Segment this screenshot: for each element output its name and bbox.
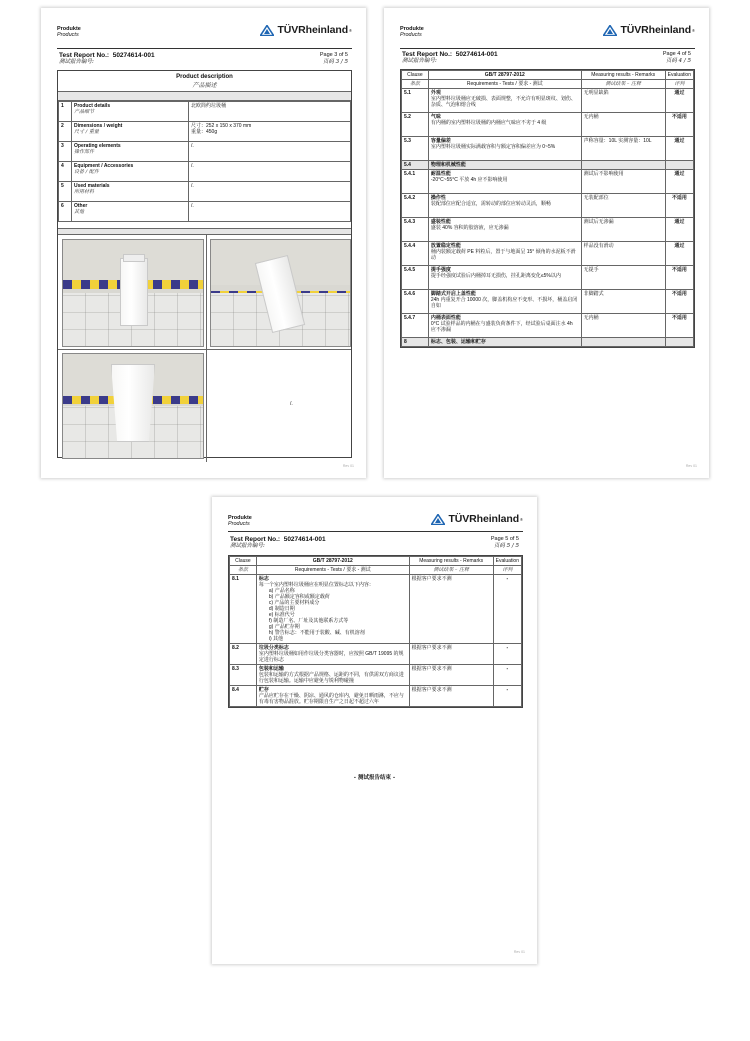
- clause-cell: 5.4: [402, 161, 429, 170]
- table-row: [230, 575, 522, 644]
- clause-cell: 8.4: [230, 686, 257, 707]
- product-description-table: [57, 70, 352, 458]
- row-label-en: Operating elements: [74, 143, 121, 149]
- requirement-title: 操作性: [430, 195, 446, 201]
- clause-cell: 5.3: [402, 137, 429, 161]
- end-of-report: - 测试报告结束 -: [353, 775, 396, 781]
- table-row: [402, 113, 694, 137]
- clause-cell: 5.4.3: [402, 218, 429, 242]
- requirement-cell: [256, 686, 409, 707]
- row-value-line: 北欧简约垃圾桶: [191, 103, 227, 109]
- row-label: [72, 162, 189, 182]
- table-row: [59, 102, 351, 122]
- clause-cell: 5.4.7: [402, 314, 429, 338]
- evaluation-cell: 通过: [665, 170, 693, 194]
- row-value-line: 尺寸：252 x 150 x 370 mm: [191, 123, 252, 129]
- requirement-cell: [428, 242, 581, 266]
- requirement-title: 提手强度: [430, 267, 451, 273]
- clause-cell: 8: [402, 338, 429, 347]
- requirement-cell: [428, 113, 581, 137]
- requirements-table: [400, 69, 695, 348]
- photo-area: [58, 235, 351, 462]
- evaluation-cell: -: [493, 644, 521, 665]
- row-label-cn: 操作部件: [74, 149, 95, 155]
- evaluation-cell: 通过: [665, 218, 693, 242]
- header-rule: [400, 48, 695, 49]
- table-header: Clause GB/T 28797-2012 Measuring results - Remarks Evaluation: [230, 557, 522, 566]
- report-page-5: [212, 497, 537, 964]
- result-cell: 测试后不影响使用: [581, 170, 665, 194]
- requirement-cell: [428, 194, 581, 218]
- row-value-line: /.: [191, 163, 194, 169]
- row-number: 5: [59, 182, 72, 202]
- photo-bin-tilted: [210, 239, 351, 347]
- requirement-detail: 桶内装额定载荷 PE 料粒后，置于与地面呈 15° 倾角的水泥板不滑动: [430, 249, 576, 261]
- row-label-cn: 所用材料: [74, 189, 95, 195]
- requirement-detail: 室内塑料垃圾桶应无破损、表面规整，不允许有明显斑纹、划伤、杂质、气泡和熔合线: [430, 96, 576, 108]
- requirement-item: h) 警告标志：不能用于装酸、碱、有机溶剂: [268, 630, 365, 636]
- requirement-item: e) 标准代号: [268, 612, 295, 618]
- requirement-title: 气味: [430, 114, 441, 120]
- table-row: [402, 242, 694, 266]
- product-details-rows: [58, 101, 351, 222]
- row-number: 6: [59, 202, 72, 222]
- clause-cell: 5.4.2: [402, 194, 429, 218]
- requirement-cell: [428, 170, 581, 194]
- result-cell: 无提手: [581, 266, 665, 290]
- table-row: [230, 665, 522, 686]
- table-row: [402, 338, 694, 347]
- row-label: [72, 182, 189, 202]
- row-value-line: /.: [191, 183, 194, 189]
- row-value: [189, 162, 351, 182]
- row-label: [72, 202, 189, 222]
- table-row: [59, 162, 351, 182]
- evaluation-cell: -: [493, 686, 521, 707]
- requirement-detail: 装配部位应配合适宜，需转动的部位应转动灵活，顺畅: [430, 201, 551, 207]
- row-value-line: /.: [191, 143, 194, 149]
- clause-cell: 8.1: [230, 575, 257, 644]
- result-cell: 样品没有滑动: [581, 242, 665, 266]
- table-row: [59, 182, 351, 202]
- row-label-cn: 产品细节: [74, 109, 95, 115]
- result-cell: [581, 161, 665, 170]
- evaluation-cell: -: [493, 575, 521, 644]
- clause-cell: 5.2: [402, 113, 429, 137]
- evaluation-cell: 不适用: [665, 266, 693, 290]
- produkte-label: Produkte Products: [400, 26, 424, 38]
- report-number: Test Report No.: 50274614-001 测试报告编号:: [402, 51, 498, 64]
- result-cell: 根据客户要求不测: [409, 686, 493, 707]
- clause-cell: 5.4.4: [402, 242, 429, 266]
- requirement-item: i) 其他: [268, 636, 284, 642]
- requirement-detail: 每一个室内塑料垃圾桶应在明显位置标志以下内容：: [258, 582, 374, 588]
- requirement-item: d) 制造日期: [268, 606, 295, 612]
- requirement-title: 容量偏差: [430, 138, 451, 144]
- row-value: [189, 142, 351, 162]
- report-page-4: [384, 8, 709, 478]
- requirement-cell: [428, 89, 581, 113]
- table-subheader: 条款 Requirements - Tests / 要求 - 测试 测试结果 – 注释 评判: [402, 80, 694, 89]
- requirement-detail: 室内塑料垃圾桶实际满载容积与额定容积偏差应为 0~5%: [430, 144, 556, 150]
- row-label-cn: 尺寸 / 重量: [74, 129, 99, 135]
- report-number: Test Report No.: 50274614-001 测试报告编号:: [59, 52, 155, 65]
- photo-note: /.: [290, 401, 293, 407]
- requirement-detail: 24h 内重复开合 10000 次，脚盖机构应不变形、不损坏，桶盖启闭自如: [430, 297, 578, 309]
- row-value: [189, 122, 351, 142]
- result-cell: [581, 338, 665, 347]
- photo-bin-front: [62, 239, 204, 347]
- requirement-cell: [428, 161, 581, 170]
- evaluation-cell: 通过: [665, 89, 693, 113]
- requirement-item: f) 制造厂名、厂址及其他联系方式等: [268, 618, 349, 624]
- row-label: [72, 122, 189, 142]
- evaluation-cell: 不适用: [665, 113, 693, 137]
- requirement-item: a) 产品名称: [268, 588, 295, 594]
- row-label-en: Used materials: [74, 183, 110, 189]
- requirement-title: 物理和机械性能: [430, 162, 466, 168]
- requirement-title: 贮存: [258, 687, 269, 693]
- clause-cell: 8.3: [230, 665, 257, 686]
- tuv-triangle-icon: [431, 514, 445, 525]
- requirement-detail: 提手经强度试验后内桶掉耳无损伤，挂孔距离变化≤5%以内: [430, 273, 561, 279]
- table-row: [59, 202, 351, 222]
- table-row: [402, 170, 694, 194]
- table-row: [402, 89, 694, 113]
- table-row: [402, 161, 694, 170]
- requirement-cell: [428, 290, 581, 314]
- evaluation-cell: 不适用: [665, 290, 693, 314]
- row-value-line-2: 重量：450g: [191, 129, 218, 135]
- table-row: [230, 644, 522, 665]
- result-cell: 非脚踏式: [581, 290, 665, 314]
- page-number: Page 5 of 5 页码 5 / 5: [490, 536, 519, 549]
- row-label-en: Product details: [74, 103, 111, 109]
- result-cell: 根据客户要求不测: [409, 575, 493, 644]
- header-rule: [57, 48, 352, 49]
- result-cell: 声称容量：10L 实测容量：10L: [581, 137, 665, 161]
- result-cell: 无装配部位: [581, 194, 665, 218]
- requirement-detail: 0°C 试验样品的内桶在与盛装负荷条件下，经试验后桌面注水 4h 应不渗漏: [430, 321, 573, 333]
- table-subheader: 条款 Requirements - Tests / 要求 - 测试 测试结果 – 注释 评判: [230, 566, 522, 575]
- result-cell: 根据客户要求不测: [409, 665, 493, 686]
- requirement-title: 标志、包装、运输和贮存: [430, 339, 486, 345]
- requirement-title: 包装和运输: [258, 666, 284, 672]
- page-footer: Rev 01: [513, 950, 525, 954]
- table-row: [402, 314, 694, 338]
- page-number: Page 4 of 5 页码 4 / 5: [662, 51, 691, 64]
- requirement-cell: [428, 137, 581, 161]
- row-label: [72, 142, 189, 162]
- evaluation-cell: 通过: [665, 242, 693, 266]
- clause-cell: 5.4.5: [402, 266, 429, 290]
- result-cell: 测试后无渗漏: [581, 218, 665, 242]
- result-cell: 根据客户要求不测: [409, 644, 493, 665]
- evaluation-cell: 通过: [665, 137, 693, 161]
- result-cell: 无内桶: [581, 113, 665, 137]
- row-label-en: Dimensions / weight: [74, 123, 123, 129]
- row-number: 3: [59, 142, 72, 162]
- evaluation-cell: [665, 338, 693, 347]
- row-label-en: Other: [74, 203, 88, 209]
- clause-cell: 8.2: [230, 644, 257, 665]
- clause-cell: 5.4.1: [402, 170, 429, 194]
- result-cell: 无明显缺陷: [581, 89, 665, 113]
- requirement-detail: -20°C~55°C 平放 4h 应不影响使用: [430, 177, 508, 183]
- page-footer: Rev 01: [342, 464, 354, 468]
- requirement-detail: 产品应贮存在干燥、阴凉、通风的仓库内，避免日晒雨淋，不应与有毒有害物品混放。贮存期限自生产之日起不超过六年: [258, 693, 404, 705]
- table-row: [59, 122, 351, 142]
- report-page-3: [41, 8, 366, 478]
- row-label: [72, 102, 189, 122]
- requirement-title: 外观: [430, 90, 441, 96]
- clause-cell: 5.4.6: [402, 290, 429, 314]
- produkte-label: Produkte Products: [57, 26, 81, 38]
- result-cell: 无内桶: [581, 314, 665, 338]
- requirement-cell: [428, 314, 581, 338]
- requirement-detail: 包装和运输的方式根据产品规格、运距的不同，有供需双方商议进行包装和运输。运输中应避免与锐利物碰撞: [258, 672, 404, 684]
- table-row: [230, 686, 522, 707]
- table-row: [402, 194, 694, 218]
- table-row: [402, 266, 694, 290]
- requirement-cell: [256, 575, 409, 644]
- evaluation-cell: [665, 161, 693, 170]
- row-label-en: Equipment / Accessories: [74, 163, 134, 169]
- requirement-item: c) 产品的主要材料成分: [268, 600, 320, 606]
- row-number: 1: [59, 102, 72, 122]
- requirement-item: g) 产品贮存期: [268, 624, 300, 630]
- report-number: Test Report No.: 50274614-001 测试报告编号:: [230, 536, 326, 549]
- table-row: [402, 218, 694, 242]
- photo-bin-angled: [62, 353, 204, 459]
- requirement-title: 内桶表面性能: [430, 315, 461, 321]
- section-title: Product description 产品描述: [58, 71, 351, 92]
- requirement-title: 耐温性能: [430, 171, 451, 177]
- row-value: [189, 102, 351, 122]
- page-footer: Rev 01: [685, 464, 697, 468]
- requirement-detail: 室内塑料垃圾桶如用作垃圾分类容器时，应按照 GB/T 19095 的规定进行标志: [258, 651, 404, 663]
- table-row: [59, 142, 351, 162]
- header-rule: [228, 531, 523, 532]
- requirements-table: [228, 555, 523, 708]
- row-label-cn: 设备 / 配件: [74, 169, 99, 175]
- tuv-triangle-icon: [260, 25, 274, 36]
- produkte-label: Produkte Products: [228, 515, 252, 527]
- page-number: Page 3 of 5 页码 3 / 5: [319, 52, 348, 65]
- requirement-item: b) 产品额定容积或额定载荷: [268, 594, 330, 600]
- requirement-title: 标志: [258, 576, 269, 582]
- requirement-detail: 盛装 40% 容积的胶溶液，应无渗漏: [430, 225, 509, 231]
- requirement-title: 脚踏式开启上盖性能: [430, 291, 476, 297]
- table-header: Clause GB/T 28797-2012 Measuring results - Remarks Evaluation: [402, 71, 694, 80]
- requirement-cell: [428, 218, 581, 242]
- evaluation-cell: -: [493, 665, 521, 686]
- tuv-logo: TÜVRheinland ®: [431, 513, 523, 525]
- clause-cell: 5.1: [402, 89, 429, 113]
- table-row: [402, 137, 694, 161]
- row-value-line: /.: [191, 203, 194, 209]
- requirement-title: 盛装性能: [430, 219, 451, 225]
- row-number: 2: [59, 122, 72, 142]
- requirement-detail: 有内桶的室内塑料垃圾桶的内桶应气味应不劣于 4 级: [430, 120, 547, 126]
- evaluation-cell: 不适用: [665, 314, 693, 338]
- row-value: [189, 202, 351, 222]
- requirement-cell: [256, 665, 409, 686]
- requirement-title: 垃圾分类标志: [258, 645, 289, 651]
- requirement-cell: [428, 266, 581, 290]
- requirement-cell: [428, 338, 581, 347]
- tuv-logo: TÜVRheinland ®: [260, 24, 352, 36]
- tuv-triangle-icon: [603, 25, 617, 36]
- row-number: 4: [59, 162, 72, 182]
- requirement-title: 放置稳定性能: [430, 243, 461, 249]
- evaluation-cell: 不适用: [665, 194, 693, 218]
- row-label-cn: 其他: [74, 209, 85, 215]
- tuv-logo: TÜVRheinland ®: [603, 24, 695, 36]
- table-row: [402, 290, 694, 314]
- requirement-cell: [256, 644, 409, 665]
- row-value: [189, 182, 351, 202]
